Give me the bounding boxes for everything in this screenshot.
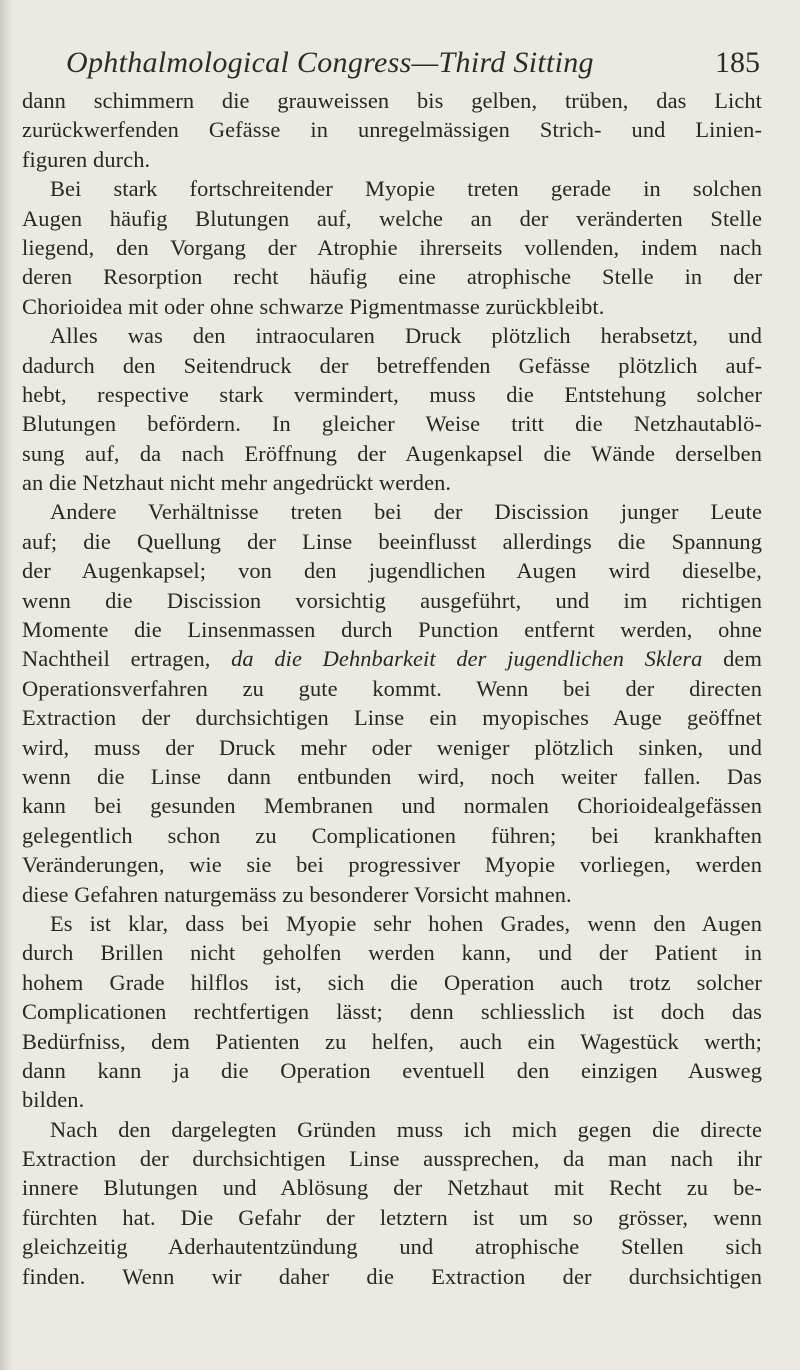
text-line: hebt, respective stark vermindert, muss die Entstehung solcher <box>22 381 762 407</box>
text-line: figuren durch. <box>22 146 151 172</box>
text-line: Bei stark fortschreitender Myopie treten gerade in solchen <box>50 176 762 202</box>
text-line: Operationsverfahren zu gute kommt. Wenn bei der directen <box>22 675 762 701</box>
text-line: Andere Verhältnisse treten bei der Discission junger Leute <box>50 499 762 525</box>
text-line: Nach den dargelegten Gründen muss ich mich gegen die directe <box>50 1116 762 1142</box>
page-number: 185 <box>715 46 760 79</box>
page-binding-edge <box>0 0 14 1370</box>
text-line: Extraction der durchsichtigen Linse ein myopisches Auge geöffnet <box>22 705 762 731</box>
running-head <box>66 38 760 88</box>
text-line-emphasis: da die Dehnbarkeit der jugendlichen Sklera <box>231 646 703 672</box>
text-line: bilden. <box>22 1087 85 1113</box>
text-line <box>22 644 762 673</box>
text-line: Alles was den intraocularen Druck plötzlich herabsetzt, und <box>50 323 762 349</box>
text-line: Es ist klar, dass bei Myopie sehr hohen Grades, wenn den Augen <box>50 910 762 936</box>
text-line: kann bei gesunden Membranen und normalen Chorioidealgefässen <box>22 793 762 819</box>
text-line: wird, muss der Druck mehr oder weniger plötzlich sinken, und <box>22 734 762 760</box>
text-line: deren Resorption recht häufig eine atrophische Stelle in der <box>22 264 762 290</box>
text-line: sung auf, da nach Eröffnung der Augenkapsel die Wände derselben <box>22 440 762 466</box>
body-text <box>22 86 762 1291</box>
text-line: Blutungen befördern. In gleicher Weise tritt die Netzhautablö- <box>22 411 762 437</box>
text-line: Augen häufig Blutungen auf, welche an der veränderten Stelle <box>22 205 762 231</box>
text-line-segment: dem <box>702 646 762 672</box>
text-line: liegend, den Vorgang der Atrophie ihrerseits vollenden, indem nach <box>22 234 762 260</box>
text-line: wenn die Linse dann entbunden wird, noch weiter fallen. Das <box>22 763 762 789</box>
text-line: finden. Wenn wir daher die Extraction der durchsichtigen <box>22 1263 762 1289</box>
text-line: innere Blutungen und Ablösung der Netzhaut mit Recht zu be- <box>22 1175 762 1201</box>
text-line: wenn die Discission vorsichtig ausgeführt, und im richtigen <box>22 587 762 613</box>
text-line: dann schimmern die grauweissen bis gelben, trüben, das Licht <box>22 88 762 113</box>
text-line: Veränderungen, wie sie bei progressiver Myopie vorliegen, werden <box>22 852 762 878</box>
text-line: der Augenkapsel; von den jugendlichen Augen wird dieselbe, <box>22 558 762 584</box>
text-line-segment: Nachtheil ertragen, <box>22 646 232 672</box>
text-line: fürchten hat. Die Gefahr der letztern ist um so grösser, wenn <box>22 1204 762 1230</box>
text-line: zurückwerfenden Gefässe in unregelmässigen Strich- und Linien- <box>22 117 762 143</box>
text-line: gleichzeitig Aderhautentzündung und atrophische Stellen sich <box>22 1234 762 1260</box>
text-line: dann kann ja die Operation eventuell den einzigen Ausweg <box>22 1057 762 1083</box>
text-line: an die Netzhaut nicht mehr angedrückt werden. <box>22 470 452 496</box>
text-line: hohem Grade hilflos ist, sich die Operation auch trotz solcher <box>22 969 762 995</box>
text-line: Extraction der durchsichtigen Linse aussprechen, da man nach ihr <box>22 1146 762 1172</box>
text-line: auf; die Quellung der Linse beeinflusst allerdings die Spannung <box>22 528 762 554</box>
text-line: Bedürfniss, dem Patienten zu helfen, auch ein Wagestück werth; <box>22 1028 762 1054</box>
text-line: dadurch den Seitendruck der betreffenden Gefässe plötzlich auf- <box>22 352 762 378</box>
running-head-title: Ophthalmological Congress—Third Sitting <box>66 46 594 79</box>
text-line: Chorioidea mit oder ohne schwarze Pigmentmasse zurückbleibt. <box>22 293 605 319</box>
text-line: Complicationen rechtfertigen lässt; denn schliesslich ist doch das <box>22 999 762 1025</box>
text-line: Momente die Linsenmassen durch Punction entfernt werden, ohne <box>22 617 762 643</box>
text-line: gelegentlich schon zu Complicationen führen; bei krankhaften <box>22 822 762 848</box>
text-line: durch Brillen nicht geholfen werden kann, und der Patient in <box>22 940 762 966</box>
text-line: diese Gefahren naturgemäss zu besonderer Vorsicht mahnen. <box>22 881 572 907</box>
